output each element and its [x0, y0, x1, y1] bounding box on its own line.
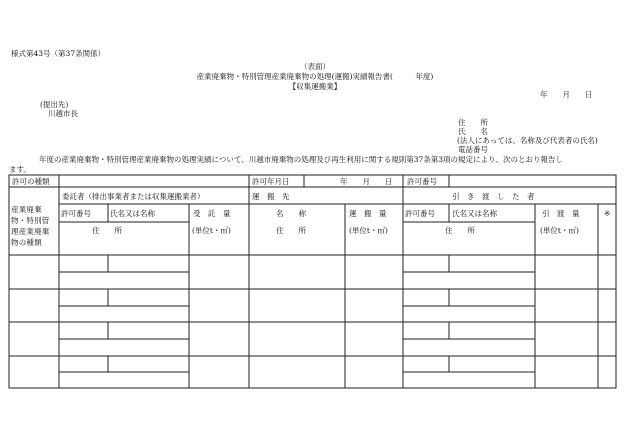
recipient-permit-no-header: 許可番号: [405, 209, 435, 218]
waste-type-label: 産業廃棄物・特別管理産業廃棄物の種類: [11, 205, 50, 247]
consigned-amount-header: 受 託 量: [193, 209, 231, 218]
recipient-label: (提出先): [40, 100, 69, 109]
note-header: ※: [604, 209, 611, 218]
report-date: 年 月 日: [540, 90, 593, 99]
page-subtitle: 【収集運搬業】: [288, 82, 342, 91]
applicant-phone-label: 電話番号: [458, 145, 488, 154]
recipient-name-header: 氏名又は名称: [452, 209, 497, 218]
consignor-permit-no-header: 許可番号: [61, 209, 91, 218]
recipient-name: 川越市長: [48, 109, 78, 118]
consignor-label: 委託者（排出事業者または収集運搬業者）: [62, 192, 205, 201]
delivered-to-label: 引 き 渡 し た 者: [452, 192, 535, 201]
applicant-corp-note: (法人にあっては、名称及び代表者の氏名): [457, 136, 598, 145]
applicant-name-label: 氏 名: [458, 127, 488, 136]
permit-type-label: 許可の種類: [12, 177, 50, 186]
transported-amount-header: 運 搬 量: [349, 209, 387, 218]
destination-address-header: 住 所: [276, 226, 306, 235]
delivered-amount-header: 引 渡 量: [542, 209, 580, 218]
permit-date-placeholder: 年 月 日: [340, 177, 393, 186]
recipient-address-header: 住 所: [445, 226, 475, 235]
form-id: 様式第43号（第37条関係）: [11, 49, 106, 58]
delivered-unit-header: (単位t・㎥): [540, 226, 579, 235]
body-text-line2: ます。: [9, 165, 31, 174]
body-text-line1: 年度の産業廃棄物・特別管理産業廃棄物の処理実績について、川越市廃棄物の処理及び再生利用に関する規則第37条第3項の規定により、次のとおり報告し: [24, 155, 564, 164]
permit-date-label: 許可年月日: [252, 177, 290, 186]
consignor-address-header: 住 所: [92, 226, 122, 235]
consigned-unit-header: (単位t・㎥): [192, 226, 231, 235]
permit-number-label: 許可番号: [407, 177, 437, 186]
page-title: 産業廃棄物・特別管理産業廃棄物の処理(運搬)実績報告書( 年度): [196, 72, 434, 81]
destination-name-header: 名 称: [276, 209, 306, 218]
side-label: （表面）: [300, 62, 330, 71]
applicant-address-label: 住 所: [458, 118, 488, 127]
consignor-name-header: 氏名又は名称: [110, 209, 155, 218]
transported-unit-header: (単位t・㎥): [349, 226, 388, 235]
destination-label: 運 搬 先: [252, 192, 290, 201]
